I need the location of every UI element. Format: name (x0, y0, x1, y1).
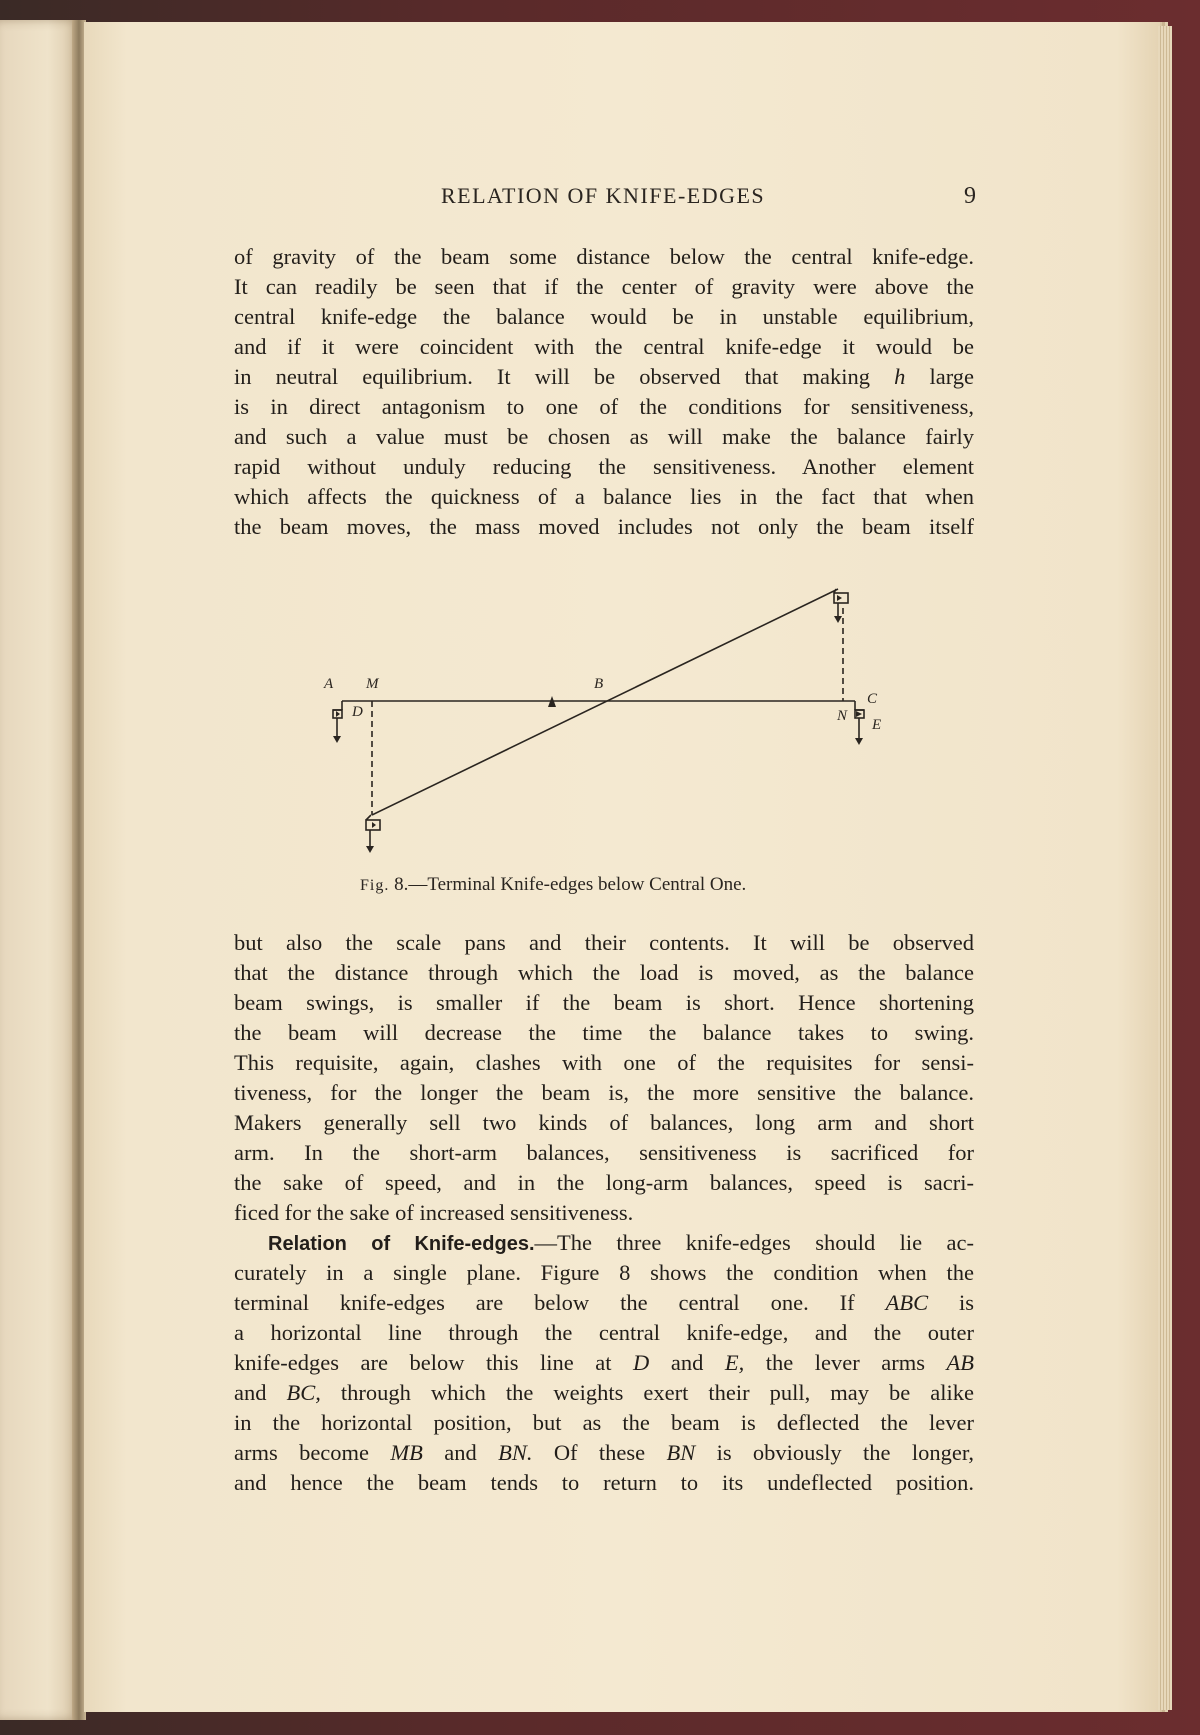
text-fragment: is (959, 1290, 975, 1315)
text-fragment: is obviously the longer, (716, 1440, 975, 1465)
beam-diagram-svg (320, 578, 900, 868)
relation-heading-line (234, 1228, 974, 1258)
italic-bc: BC, (286, 1380, 321, 1405)
paragraph-top (234, 242, 974, 542)
text-line: of gravity of the beam some distance below the central knife-edge. (234, 244, 974, 269)
text-line: and such a value must be chosen as will make the balance fairly (234, 424, 974, 449)
label-d: D (352, 704, 363, 720)
label-b: B (594, 676, 604, 692)
text-line: the beam moves, the mass moved includes not only the beam itself (234, 514, 974, 539)
text-line: in the horizontal position, but as the beam is deflected the lever (234, 1410, 974, 1435)
running-title: RELATION OF KNIFE-EDGES (441, 183, 766, 208)
italic-mb: MB (390, 1440, 423, 1465)
text-line: but also the scale pans and their contents. It will be observed (234, 930, 974, 955)
italic-bn: BN (666, 1440, 696, 1465)
italic-e: E, (724, 1350, 745, 1375)
label-a: A (324, 676, 334, 692)
text-fragment: knife-edges are below this line at (234, 1350, 612, 1375)
text-fragment: the lever arms (765, 1350, 926, 1375)
figure-caption (360, 874, 880, 896)
label-n: N (837, 708, 848, 724)
italic-abc: ABC (885, 1290, 929, 1315)
text-line-with-h (234, 362, 974, 392)
text-line: Makers generally sell two kinds of balances, long arm and short (234, 1110, 974, 1135)
left-page-edge (0, 20, 80, 1720)
text-line: and hence the beam tends to return to its undeflected position. (234, 1470, 974, 1495)
text-line: and if it were coincident with the central knife-edge it would be (234, 334, 974, 359)
italic-h: h (894, 364, 906, 389)
section-heading: Relation of Knife-edges. (268, 1233, 535, 1255)
text-line: tiveness, for the longer the beam is, the more sensitive the balance. (234, 1080, 974, 1105)
text-line: This requisite, again, clashes with one of the requisites for sensi- (234, 1050, 974, 1075)
page-stack-edge (1158, 26, 1172, 1710)
italic-d: D (633, 1350, 650, 1375)
label-m: M (366, 676, 379, 692)
running-head (236, 183, 976, 213)
text-line (234, 1348, 974, 1378)
text-line: that the distance through which the load is moved, as the balance (234, 960, 974, 985)
text-fragment: arms become (234, 1440, 370, 1465)
text-line: a horizontal line through the central knife-edge, and the outer (234, 1320, 974, 1345)
text-fragment: —The three knife-edges should lie ac- (534, 1230, 974, 1255)
text-fragment: and (234, 1380, 267, 1405)
text-line: curately in a single plane. Figure 8 shows the condition when the (234, 1260, 974, 1285)
text-line: is in direct antagonism to one of the conditions for sensitiveness, (234, 394, 974, 419)
italic-bn: BN. (498, 1440, 533, 1465)
text-line (234, 1438, 974, 1468)
text-fragment: large (929, 364, 975, 389)
right-arrow-down (855, 738, 863, 745)
text-fragment: Of these (553, 1440, 646, 1465)
caption-prefix: Fig. (360, 877, 390, 894)
label-e: E (872, 717, 882, 733)
text-line: rapid without unduly reducing the sensitiveness. Another element (234, 454, 974, 479)
text-fragment: in neutral equilibrium. It will be observed that making (234, 364, 870, 389)
text-line: arm. In the short-arm balances, sensitiveness is sacrificed for (234, 1140, 974, 1165)
text-line: the beam will decrease the time the balance takes to swing. (234, 1020, 974, 1045)
text-line: central knife-edge the balance would be in unstable equilibrium, (234, 304, 974, 329)
text-fragment: and (444, 1440, 477, 1465)
text-fragment: and (670, 1350, 704, 1375)
left-arrow-down (333, 736, 341, 743)
deflected-beam-line (372, 589, 838, 815)
caption-text: 8.—Terminal Knife-edges below Central One. (394, 874, 747, 895)
text-line: beam swings, is smaller if the beam is short. Hence shortening (234, 990, 974, 1015)
text-line: ficed for the sake of increased sensitiveness. (234, 1200, 634, 1225)
text-line (234, 1288, 974, 1318)
text-fragment: through which the weights exert their pull, may be alike (340, 1380, 974, 1405)
italic-ab: AB (946, 1350, 975, 1375)
text-line: which affects the quickness of a balance lies in the fact that when (234, 484, 974, 509)
figure-8-diagram (320, 578, 900, 868)
page-number: 9 (964, 183, 976, 209)
paragraph-bottom (234, 928, 974, 1498)
left-knife-edge (336, 711, 340, 717)
text-fragment: terminal knife-edges are below the central one. If (234, 1290, 855, 1315)
text-line (234, 1378, 974, 1408)
text-line: It can readily be seen that if the center of gravity were above the (234, 274, 974, 299)
label-c: C (867, 691, 878, 707)
text-line: the sake of speed, and in the long-arm balances, speed is sacri- (234, 1170, 974, 1195)
